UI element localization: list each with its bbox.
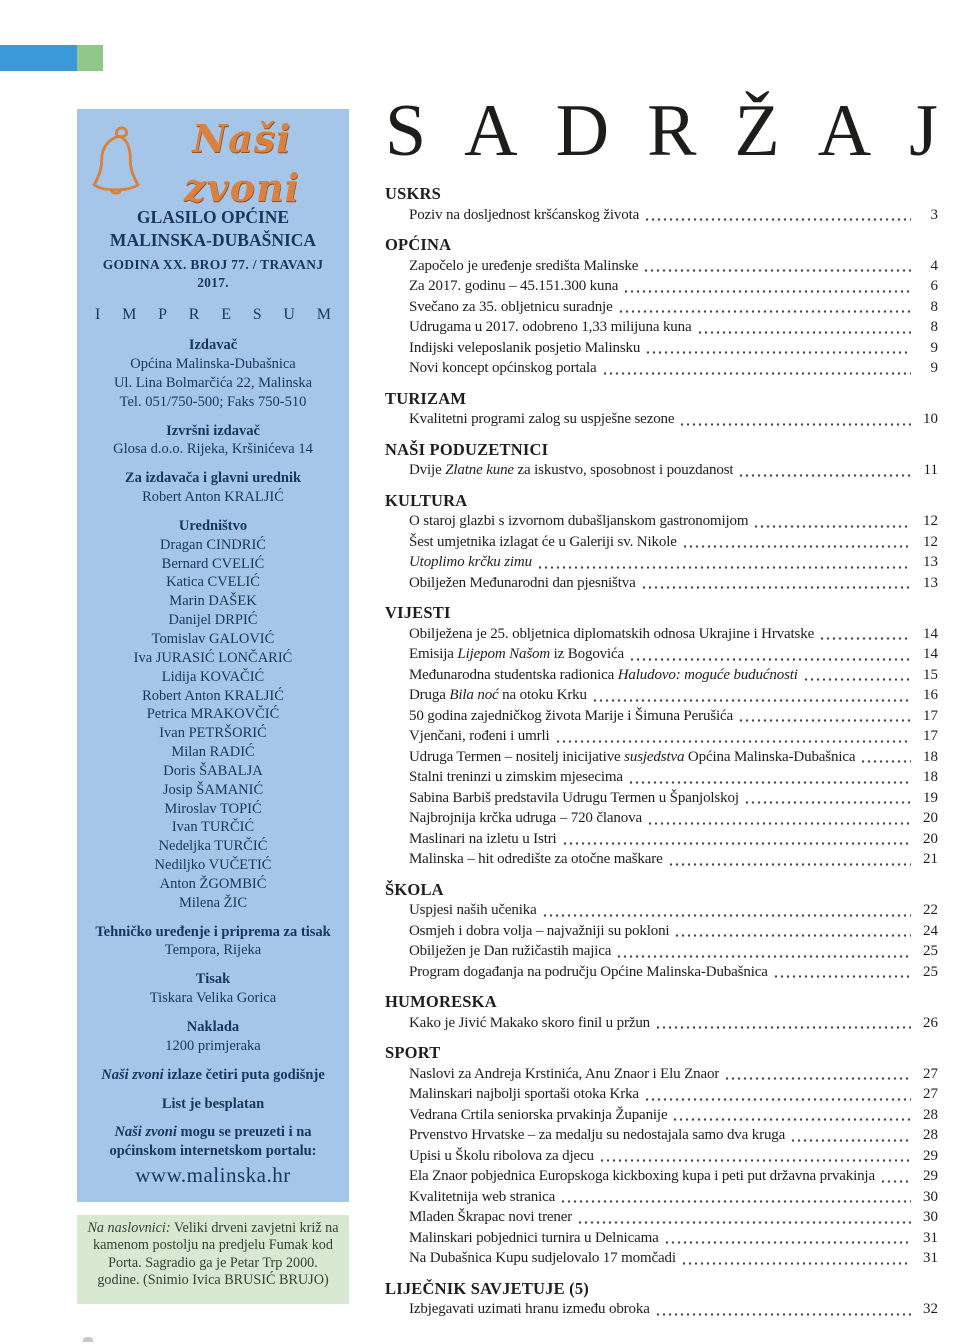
dotted-leader bbox=[537, 566, 911, 569]
dotted-leader bbox=[819, 637, 911, 640]
toc-item-title: Prvenstvo Hrvatske – za medalju su nedostajala samo dva kruga bbox=[409, 1127, 786, 1143]
editor-name: Lidija KOVAČIĆ bbox=[161, 668, 265, 685]
impressum-section-exec-publisher bbox=[87, 422, 339, 460]
dotted-leader bbox=[599, 1159, 911, 1162]
toc-item bbox=[385, 317, 938, 338]
dotted-leader bbox=[644, 218, 911, 221]
section-heading: List je besplatan bbox=[161, 1095, 265, 1112]
toc-item bbox=[385, 1187, 938, 1208]
toc-item-title: Maslinari na izletu u Istri bbox=[409, 830, 557, 847]
toc-item bbox=[385, 1146, 938, 1167]
section-line: Ul. Lina Bolmarčića 22, Malinska bbox=[113, 374, 313, 391]
dotted-leader bbox=[738, 719, 911, 722]
dotted-leader bbox=[803, 678, 911, 681]
toc-item-page: 8 bbox=[930, 298, 938, 315]
toc-item bbox=[385, 460, 938, 481]
toc-section-sport bbox=[385, 1043, 938, 1269]
dotted-leader bbox=[645, 351, 911, 354]
toc-item-page: 13 bbox=[923, 574, 938, 591]
editor-name: Doris ŠABALJA bbox=[163, 762, 263, 779]
toc-section-heading: LIJEČNIK SAVJETUJE (5) bbox=[385, 1278, 589, 1298]
section-heading: Naši zvoni izlaze četiri puta godišnje bbox=[101, 1066, 325, 1083]
toc-item-page: 18 bbox=[923, 748, 938, 765]
toc-item-page: 29 bbox=[923, 1147, 938, 1164]
toc-item bbox=[385, 685, 938, 706]
dotted-leader bbox=[560, 1200, 911, 1203]
section-heading: Tehničko uređenje i priprema za tisak bbox=[95, 923, 331, 940]
toc-item bbox=[385, 706, 938, 727]
dotted-leader bbox=[616, 955, 911, 958]
section-heading: Tisak bbox=[195, 971, 231, 988]
impresum-heading: I M P R E S U M bbox=[95, 306, 331, 324]
toc-item bbox=[385, 1299, 938, 1320]
editor-name: Katica CVELIĆ bbox=[166, 574, 260, 591]
editor-name: Danijel DRPIĆ bbox=[168, 612, 258, 629]
toc-item-title: Kako je Jivić Makako skoro finil u pržun bbox=[409, 1014, 651, 1031]
toc-item bbox=[385, 962, 938, 983]
toc-item-page: 16 bbox=[923, 687, 938, 703]
toc-item-page: 31 bbox=[923, 1229, 938, 1246]
section-line: Tel. 051/750-500; Faks 750-510 bbox=[119, 393, 307, 410]
toc-item-page: 11 bbox=[923, 462, 938, 478]
impressum-section-chief-editor bbox=[87, 469, 339, 507]
toc-item-page: 3 bbox=[930, 206, 938, 223]
toc-item bbox=[385, 532, 938, 553]
toc-item-page: 17 bbox=[923, 707, 938, 724]
toc-item bbox=[385, 1207, 938, 1228]
toc-item-page: 9 bbox=[930, 360, 938, 376]
editor-name: Ivan TURČIĆ bbox=[171, 819, 255, 836]
dotted-leader bbox=[664, 1241, 911, 1244]
toc-item-page: 28 bbox=[923, 1106, 938, 1123]
toc-item-page: 9 bbox=[930, 339, 938, 356]
cover-photo-note: Na naslovnici: Veliki drveni zavjetni križ na kamenom postolju na predjelu Fumak kod Porta. Sagradio ga je Petar Trp 2000. godine. (Snimio Ivica BRUSIĆ BRUJO) bbox=[77, 1215, 349, 1304]
toc-item-page: 12 bbox=[923, 533, 938, 550]
dotted-leader bbox=[555, 740, 911, 743]
toc-item-title: Udruga Termen – nositelj inicijative susjedstva Općina Malinska-Dubašnica bbox=[409, 748, 856, 765]
dotted-leader bbox=[592, 699, 911, 702]
editor-name: Tomislav GALOVIĆ bbox=[151, 630, 275, 647]
dotted-leader bbox=[644, 1098, 911, 1101]
editor-name: Petrica MRAKOVČIĆ bbox=[146, 706, 280, 723]
dotted-leader bbox=[753, 525, 911, 528]
toc-item-title: 50 godina zajedničkog života Marije i Šimuna Perušića bbox=[409, 707, 734, 724]
toc-section-lijecnik-savjetuje bbox=[385, 1279, 938, 1320]
impressum-section-publisher bbox=[87, 336, 339, 411]
dotted-leader bbox=[618, 310, 911, 313]
editor-name: Robert Anton KRALJIĆ bbox=[142, 687, 284, 704]
section-heading: Izvršni izdavač bbox=[166, 422, 260, 439]
toc-item-title: Novi koncept općinskog portala bbox=[409, 360, 597, 376]
toc-section-heading: SPORT bbox=[385, 1043, 441, 1062]
toc-item bbox=[385, 644, 938, 665]
toc-item-title: Malinskari najbolji sportaši otoka Krka bbox=[409, 1086, 639, 1102]
dotted-leader bbox=[744, 801, 911, 804]
toc-item-page: 18 bbox=[923, 769, 938, 785]
dotted-leader bbox=[880, 1180, 911, 1183]
toc-item-title: Utoplimo krčku zimu bbox=[409, 554, 532, 570]
toc-section-heading: NAŠI PODUZETNICI bbox=[385, 439, 549, 459]
toc-item bbox=[385, 358, 938, 379]
website-url: www.malinska.hr bbox=[135, 1163, 291, 1188]
dotted-leader bbox=[602, 372, 911, 375]
dotted-leader bbox=[679, 423, 911, 426]
toc-item-title: Međunarodna studentska radionica Haludovo: moguće budućnosti bbox=[409, 666, 798, 683]
toc-item-title: Za 2017. godinu – 45.151.300 kuna bbox=[409, 278, 619, 294]
corner-blue-bar bbox=[0, 45, 77, 71]
toc-item bbox=[385, 1125, 938, 1146]
toc-item-page: 22 bbox=[923, 902, 938, 918]
toc-item-title: Obilježen Međunarodni dan pjesništva bbox=[409, 574, 636, 591]
editor-name: Iva JURASIĆ LONČARIĆ bbox=[133, 649, 293, 666]
toc-item bbox=[385, 788, 938, 809]
section-line: Tiskara Velika Gorica bbox=[149, 990, 277, 1007]
dotted-leader bbox=[738, 474, 911, 477]
toc-item bbox=[385, 1166, 938, 1187]
section-line: Općina Malinska-Dubašnica bbox=[130, 356, 296, 373]
toc-item-page: 8 bbox=[930, 319, 938, 335]
dotted-leader bbox=[697, 331, 911, 334]
section-heading: Za izdavača i glavni urednik bbox=[124, 470, 302, 487]
dotted-leader bbox=[724, 1077, 911, 1080]
dotted-leader bbox=[647, 822, 911, 825]
toc-item bbox=[385, 256, 938, 277]
editor-name: Nedeljka TURČIĆ bbox=[158, 838, 268, 855]
editor-name: Milan RADIĆ bbox=[171, 744, 255, 761]
section-line: 1200 primjeraka bbox=[165, 1037, 261, 1054]
toc-item-page: 29 bbox=[923, 1168, 938, 1184]
toc-item bbox=[385, 1013, 938, 1034]
impressum-section-print bbox=[87, 970, 339, 1008]
toc-item bbox=[385, 849, 938, 870]
dotted-leader bbox=[674, 934, 911, 937]
section-line: Tempora, Rijeka bbox=[164, 942, 262, 959]
dotted-leader bbox=[790, 1139, 911, 1142]
toc-item-page: 30 bbox=[923, 1209, 938, 1225]
dotted-leader bbox=[655, 1026, 911, 1029]
dotted-leader bbox=[655, 1313, 911, 1316]
toc-item bbox=[385, 205, 938, 226]
toc-item-page: 10 bbox=[923, 411, 938, 427]
note-free-of-charge bbox=[87, 1095, 339, 1114]
dotted-leader bbox=[643, 269, 911, 272]
editor-name: Milena ŽIC bbox=[178, 894, 248, 911]
toc-section-kultura bbox=[385, 491, 938, 594]
toc-item-title: Svečano za 35. obljetnicu suradnje bbox=[409, 298, 613, 315]
note-online-availability bbox=[87, 1123, 339, 1189]
dotted-leader bbox=[682, 545, 911, 548]
toc-item-title: Mladen Škrapac novi trener bbox=[409, 1209, 573, 1225]
toc-item bbox=[385, 276, 938, 297]
editor-name: Dragan CINDRIĆ bbox=[160, 536, 266, 553]
toc-section-vijesti bbox=[385, 603, 938, 870]
toc-section-heading: KULTURA bbox=[385, 490, 468, 510]
section-line: Robert Anton KRALJIĆ bbox=[142, 489, 284, 506]
footer-page-mark bbox=[83, 1337, 93, 1342]
naši-zvoni-logo bbox=[87, 115, 339, 210]
toc-item-title: Malinska – hit odredište za otočne maškare bbox=[409, 851, 663, 867]
dotted-leader bbox=[860, 760, 911, 763]
section-heading: Naši zvoni mogu se preuzeti i na općinskom internetskom portalu: bbox=[109, 1124, 317, 1160]
toc-item bbox=[385, 338, 938, 359]
toc-item-title: Obilježena je 25. obljetnica diplomatskih odnosa Ukrajine i Hrvatske bbox=[409, 625, 815, 642]
toc-item-page: 12 bbox=[923, 513, 938, 529]
toc-item-page: 13 bbox=[923, 554, 938, 570]
section-line: Glosa d.o.o. Rijeka, Kršinićeva 14 bbox=[113, 441, 313, 458]
toc-item-page: 20 bbox=[923, 810, 938, 826]
dotted-leader bbox=[577, 1221, 911, 1224]
toc-section-heading: OPĆINA bbox=[385, 235, 452, 254]
dotted-leader bbox=[773, 975, 911, 978]
toc-section-uskrs bbox=[385, 184, 938, 225]
toc-item-title: Uspjesi naših učenika bbox=[409, 902, 537, 918]
toc-item-page: 20 bbox=[923, 830, 938, 847]
toc-item bbox=[385, 552, 938, 573]
toc-item-title: Stalni treninzi u zimskim mjesecima bbox=[409, 769, 623, 785]
toc-item bbox=[385, 409, 938, 430]
toc-item-title: Najbrojnija krčka udruga – 720 članova bbox=[409, 810, 642, 826]
toc-item-title: O staroj glazbi s izvornom dubašljanskom gastronomijom bbox=[409, 513, 749, 529]
toc-item-title: Šest umjetnika izlagat će u Galeriji sv. Nikole bbox=[409, 533, 677, 550]
toc-item bbox=[385, 1064, 938, 1085]
toc-item-page: 19 bbox=[923, 789, 938, 806]
toc-title: S A D R Ž A J bbox=[385, 90, 938, 172]
toc-item-title: Druga Bila noć na otoku Krku bbox=[409, 687, 587, 703]
toc-item-title: Vedrana Crtila seniorska prvakinja Županije bbox=[409, 1106, 668, 1123]
editor-name: Marin DAŠEK bbox=[169, 593, 257, 610]
toc-section-turizam bbox=[385, 389, 938, 430]
toc-item bbox=[385, 829, 938, 850]
toc-item-page: 27 bbox=[923, 1086, 938, 1102]
toc-item bbox=[385, 665, 938, 686]
toc-item-page: 14 bbox=[923, 625, 938, 642]
toc-item-page: 17 bbox=[923, 728, 938, 744]
dotted-leader bbox=[623, 290, 911, 293]
toc-item-page: 32 bbox=[923, 1301, 938, 1317]
toc-section-heading: USKRS bbox=[385, 184, 442, 203]
toc-item-title: Kvalitetni programi zalog su uspješne sezone bbox=[409, 411, 675, 427]
toc-item-page: 14 bbox=[923, 646, 938, 662]
editor-name: Josip ŠAMANIĆ bbox=[162, 781, 264, 798]
corner-green-square bbox=[77, 45, 103, 71]
toc-section-heading: TURIZAM bbox=[385, 388, 467, 408]
toc-item-page: 6 bbox=[930, 278, 938, 294]
toc-item bbox=[385, 511, 938, 532]
dotted-leader bbox=[672, 1118, 911, 1121]
gazette-name-line2: MALINSKA-DUBAŠNICA bbox=[109, 229, 317, 250]
editor-name: Anton ŽGOMBIĆ bbox=[159, 875, 267, 892]
toc-item bbox=[385, 1248, 938, 1269]
toc-section-humoreska bbox=[385, 992, 938, 1033]
toc-item-title: Indijski veleposlanik posjetio Malinsku bbox=[409, 339, 641, 356]
toc-item-page: 4 bbox=[930, 257, 938, 274]
toc-item-title: Obilježen je Dan ružičastih majica bbox=[409, 943, 612, 959]
toc-item-title: Izbjegavati uzimati hranu između obroka bbox=[409, 1301, 650, 1317]
toc-section-heading: ŠKOLA bbox=[385, 879, 444, 899]
dotted-leader bbox=[628, 781, 911, 784]
toc-item-title: Emisija Lijepom Našom iz Bogovića bbox=[409, 646, 625, 662]
toc-item bbox=[385, 941, 938, 962]
toc-item-title: Započelo je uređenje središta Malinske bbox=[409, 257, 639, 274]
toc-section-heading: VIJESTI bbox=[385, 603, 451, 622]
toc-item-page: 21 bbox=[923, 851, 938, 867]
toc-item bbox=[385, 1228, 938, 1249]
editor-name: Miroslav TOPIĆ bbox=[164, 800, 262, 817]
toc-item bbox=[385, 726, 938, 747]
toc-item-title: Na Dubašnica Kupu sudjelovalo 17 momčadi bbox=[409, 1250, 676, 1266]
toc-item-title: Upisi u Školu ribolova za djecu bbox=[409, 1147, 594, 1164]
toc-item-title: Sabina Barbiš predstavila Udrugu Termen u Španjolskoj bbox=[409, 789, 739, 806]
toc-item-title: Udrugama u 2017. odobreno 1,33 milijuna kuna bbox=[409, 319, 692, 335]
toc-item bbox=[385, 900, 938, 921]
toc-item bbox=[385, 573, 938, 594]
toc-item bbox=[385, 1105, 938, 1126]
toc-item-page: 15 bbox=[923, 666, 938, 683]
dotted-leader bbox=[641, 586, 911, 589]
impressum-sidebar bbox=[77, 109, 349, 1202]
dotted-leader bbox=[629, 658, 911, 661]
editor-name: Nediljko VUČETIĆ bbox=[154, 857, 272, 874]
toc-item-title: Ela Znaor pobjednica Europskoga kickboxing kupa i peti put državna prvakinja bbox=[409, 1168, 875, 1184]
impressum-section-prepress bbox=[87, 923, 339, 961]
toc-item bbox=[385, 767, 938, 788]
toc-item-page: 27 bbox=[923, 1065, 938, 1082]
gazette-name-line1: GLASILO OPĆINE bbox=[136, 207, 290, 227]
toc-section-opcina bbox=[385, 235, 938, 379]
toc-item bbox=[385, 747, 938, 768]
toc-section-skola bbox=[385, 880, 938, 983]
toc-item-title: Program događanja na području Općine Malinska-Dubašnica bbox=[409, 963, 768, 980]
toc-item-title: Malinskari pobjednici turnira u Delnicama bbox=[409, 1229, 659, 1246]
toc-item-title: Osmjeh i dobra volja – najvažniji su pokloni bbox=[409, 922, 670, 939]
toc-item-page: 25 bbox=[923, 963, 938, 980]
issue-line: GODINA XX. BROJ 77. / TRAVANJ 2017. bbox=[102, 257, 324, 290]
toc-item-page: 24 bbox=[923, 922, 938, 939]
toc-item bbox=[385, 1084, 938, 1105]
toc-item bbox=[385, 921, 938, 942]
toc-item-page: 30 bbox=[923, 1188, 938, 1205]
toc-item-page: 25 bbox=[923, 943, 938, 959]
toc-item bbox=[385, 808, 938, 829]
bell-icon bbox=[87, 124, 145, 202]
toc-item-title: Dvije Zlatne kune za iskustvo, sposobnost i pouzdanost bbox=[409, 462, 734, 478]
toc-section-nasi-poduzetnici bbox=[385, 440, 938, 481]
toc-item-title: Naslovi za Andreja Krstinića, Anu Znaor i Elu Znaor bbox=[409, 1065, 720, 1082]
dotted-leader bbox=[668, 863, 911, 866]
impressum-section-circulation bbox=[87, 1018, 339, 1056]
dotted-leader bbox=[681, 1262, 911, 1265]
toc-item bbox=[385, 297, 938, 318]
note-frequency bbox=[87, 1066, 339, 1085]
table-of-contents bbox=[385, 90, 938, 1320]
section-heading: Uredništvo bbox=[178, 517, 248, 534]
impressum-section-editorial-board bbox=[87, 517, 339, 913]
section-heading: Naklada bbox=[186, 1019, 240, 1036]
toc-item-title: Poziv na dosljednost kršćanskog života bbox=[409, 206, 640, 223]
logo-wordmark: Naši zvoni bbox=[183, 115, 301, 210]
dotted-leader bbox=[562, 842, 911, 845]
editor-name: Ivan PETRŠORIĆ bbox=[159, 725, 267, 742]
toc-item-page: 28 bbox=[923, 1127, 938, 1143]
dotted-leader bbox=[542, 914, 911, 917]
editor-name: Bernard CVELIĆ bbox=[161, 555, 265, 572]
section-heading: Izdavač bbox=[188, 337, 238, 354]
toc-section-heading: HUMORESKA bbox=[385, 992, 497, 1011]
toc-item-page: 31 bbox=[923, 1250, 938, 1266]
toc-item bbox=[385, 624, 938, 645]
toc-item-title: Kvalitetnija web stranica bbox=[409, 1188, 556, 1205]
toc-item-page: 26 bbox=[923, 1014, 938, 1031]
toc-item-title: Vjenčani, rođeni i umrli bbox=[409, 728, 550, 744]
